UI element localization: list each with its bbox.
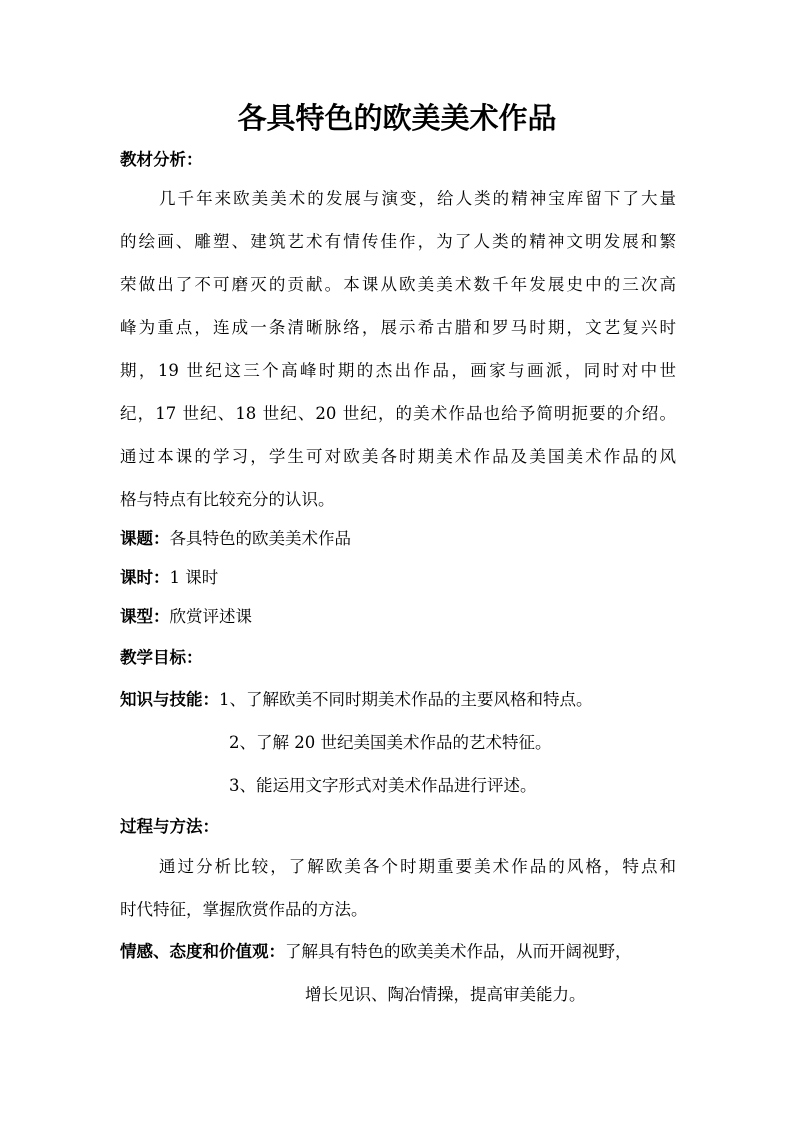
values-row <box>120 940 632 964</box>
analysis-line-5: 期，19 世纪这三个高峰时期的杰出作品，画家与画派，同时对中世 <box>120 361 676 380</box>
process-heading: 过程与方法： <box>120 817 219 836</box>
topic-row <box>120 527 351 551</box>
topic-value: 各具特色的欧美美术作品 <box>169 529 351 548</box>
document-title: 各具特色的欧美美术作品 <box>237 101 557 135</box>
skills-label: 知识与技能： <box>120 690 219 709</box>
analysis-line-1: 几千年来欧美美术的发展与演变，给人类的精神宝库留下了大量 <box>159 189 676 208</box>
analysis-line-8: 格与特点有比较充分的认识。 <box>120 490 335 509</box>
skills-item-3: 3、能运用文字形式对美术作品进行评述。 <box>229 776 537 795</box>
analysis-line-3: 荣做出了不可磨灭的贡献。本课从欧美美术数千年发展史中的三次高 <box>120 275 676 294</box>
hours-value: 1 课时 <box>169 568 219 587</box>
skills-item-1: 1、了解欧美不同时期美术作品的主要风格和特点。 <box>219 690 593 709</box>
goals-heading: 教学目标： <box>120 648 203 667</box>
process-line-2: 时代特征，掌握欣赏作品的方法。 <box>120 900 368 919</box>
process-line-1: 通过分析比较，了解欧美各个时期重要美术作品的风格，特点和 <box>159 857 676 876</box>
values-label: 情感、态度和价值观： <box>120 942 285 961</box>
topic-label: 课题： <box>120 529 170 548</box>
analysis-line-2: 的绘画、雕塑、建筑艺术有情传佳作，为了人类的精神文明发展和繁 <box>120 232 676 251</box>
skills-row <box>120 688 593 712</box>
type-row <box>120 605 252 629</box>
type-value: 欣赏评述课 <box>169 607 252 626</box>
skills-item-2: 2、了解 20 世纪美国美术作品的艺术特征。 <box>229 733 552 752</box>
values-line-2: 增长见识、陶冶情操，提高审美能力。 <box>305 985 586 1004</box>
analysis-line-4: 峰为重点，连成一条清晰脉络，展示希古腊和罗马时期，文艺复兴时 <box>120 318 676 337</box>
analysis-line-7: 通过本课的学习，学生可对欧美各时期美术作品及美国美术作品的风 <box>120 447 676 466</box>
analysis-heading: 教材分析： <box>120 150 203 169</box>
analysis-line-6: 纪，17 世纪、18 世纪、20 世纪，的美术作品也给予简明扼要的介绍。 <box>120 404 676 423</box>
hours-label: 课时： <box>120 568 170 587</box>
type-label: 课型： <box>120 607 170 626</box>
values-line-1: 了解具有特色的欧美美术作品，从而开阔视野， <box>285 942 632 961</box>
hours-row <box>120 566 218 590</box>
